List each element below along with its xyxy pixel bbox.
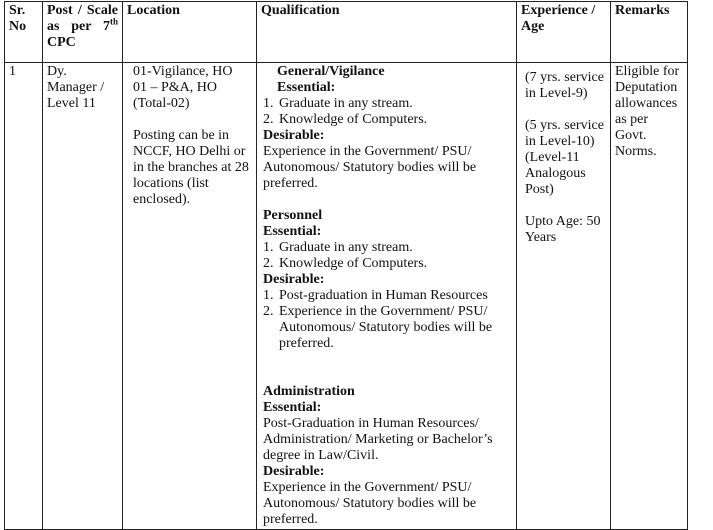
cell-remarks: Eligible for Deputation allowances as per Govt. Norms. <box>611 63 688 530</box>
location-line-3: (Total-02) <box>133 96 190 111</box>
header-post <box>43 2 123 63</box>
qual-desirable-text: Experience in the Government/ PSU/ Autonomous/ Statutory bodies will be preferred. <box>263 480 477 527</box>
cell-sr-no: 1 <box>5 63 43 530</box>
list-item: 2. Knowledge of Computers. <box>263 112 428 127</box>
header-post-tail: CPC <box>47 35 76 50</box>
cell-post: Dy. Manager / Level 11 <box>43 63 123 530</box>
qual-section-title: Personnel <box>263 208 323 223</box>
list-item: 2. Knowledge of Computers. <box>263 256 428 271</box>
qual-desirable-label: Desirable: <box>263 464 325 479</box>
qual-essential-label: Essential: <box>277 80 336 95</box>
header-location: Location <box>123 2 257 63</box>
location-line-2: 01 – P&A, HO <box>133 80 218 95</box>
qual-desirable-list <box>263 288 512 352</box>
header-post-text: Post / Scale as per 7 <box>47 3 118 34</box>
list-item: 1. Graduate in any stream. <box>263 240 413 255</box>
experience-level9: (7 yrs. service in Level-9) <box>525 70 604 101</box>
header-sr-no: Sr. No <box>5 2 43 63</box>
experience-level10: (5 yrs. service in Level-10) (Level-11 Analogous Post) <box>525 118 604 197</box>
table-header-row <box>5 2 688 63</box>
header-experience: Experience / Age <box>517 2 611 63</box>
table-row <box>5 63 688 530</box>
location-line-1: 01-Vigilance, HO <box>133 64 233 79</box>
list-item: 2. Experience in the Government/ PSU/ Autonomous/ Statutory bodies will be preferred. <box>263 304 493 351</box>
qual-desirable-label: Desirable: <box>263 128 325 143</box>
list-item: 1. Graduate in any stream. <box>263 96 413 111</box>
cell-experience <box>517 63 611 530</box>
header-remarks: Remarks <box>611 2 688 63</box>
header-qualification: Qualification <box>257 2 517 63</box>
cell-qualification <box>257 63 517 530</box>
recruitment-table <box>4 1 688 530</box>
qual-essential-label: Essential: <box>263 400 322 415</box>
qual-essential-list <box>263 240 512 272</box>
qual-desirable-text: Experience in the Government/ PSU/ Autonomous/ Statutory bodies will be preferred. <box>263 144 477 191</box>
experience-age: Upto Age: 50 Years <box>525 214 601 245</box>
qual-essential-list <box>263 96 512 128</box>
qual-section-title: General/Vigilance <box>277 64 385 79</box>
qual-desirable-label: Desirable: <box>263 272 325 287</box>
header-post-sup: th <box>109 16 118 27</box>
list-item: 1. Post-graduation in Human Resources <box>263 288 488 303</box>
cell-location <box>123 63 257 530</box>
location-posting: Posting can be in NCCF, HO Delhi or in the branches at 28 locations (list enclosed). <box>133 128 249 207</box>
qual-section-title: Administration <box>263 384 355 399</box>
qual-essential-text: Post-Graduation in Human Resources/ Administration/ Marketing or Bachelor’s degree in Law/Civil. <box>263 416 493 463</box>
qual-essential-label: Essential: <box>263 224 322 239</box>
